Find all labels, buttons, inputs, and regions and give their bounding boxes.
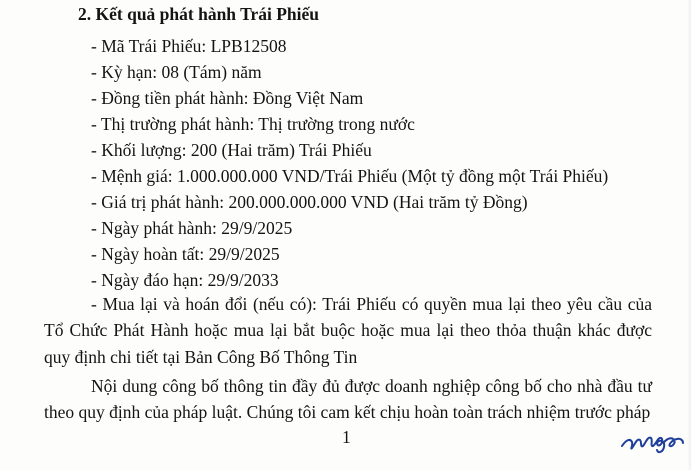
issue-value-item: - Giá trị phát hành: 200.000.000.000 VND (Hai trăm tỷ Đồng)	[91, 192, 528, 212]
par-value-item: - Mệnh giá: 1.000.000.000 VND/Trái Phiếu (Một tỷ đồng một Trái Phiếu)	[91, 166, 609, 186]
buyback-paragraph: - Mua lại và hoán đổi (nếu có): Trái Phiếu có quyền mua lại theo yêu cầu của Tổ Chức Phát Hành hoặc mua lại bắt buộc hoặc mua lại theo thỏa thuận khác được quy định chi tiết tại Bản Công Bố Thông Tin	[44, 294, 652, 367]
issue-date-item: - Ngày phát hành: 29/9/2025	[91, 218, 293, 238]
bond-term-item: - Kỳ hạn: 08 (Tám) năm	[91, 62, 262, 82]
issue-market-item: - Thị trường phát hành: Thị trường trong nước	[91, 114, 415, 134]
page-number: 1	[342, 427, 351, 447]
bond-code-item: - Mã Trái Phiếu: LPB12508	[91, 36, 287, 56]
page-edge-shadow	[687, 0, 691, 470]
volume-item: - Khối lượng: 200 (Hai trăm) Trái Phiếu	[91, 140, 372, 160]
maturity-date-item: - Ngày đáo hạn: 29/9/2033	[91, 270, 279, 290]
signature-initials	[620, 420, 686, 456]
disclosure-paragraph: Nội dung công bố thông tin đầy đủ được doanh nghiệp công bố cho nhà đầu tư theo quy định của pháp luật. Chúng tôi cam kết chịu hoàn toàn trách nhiệm trước pháp	[44, 376, 652, 423]
completion-date-item: - Ngày hoàn tất: 29/9/2025	[91, 244, 280, 264]
issue-currency-item: - Đồng tiền phát hành: Đồng Việt Nam	[91, 88, 364, 108]
section-heading: 2. Kết quả phát hành Trái Phiếu	[78, 4, 320, 24]
